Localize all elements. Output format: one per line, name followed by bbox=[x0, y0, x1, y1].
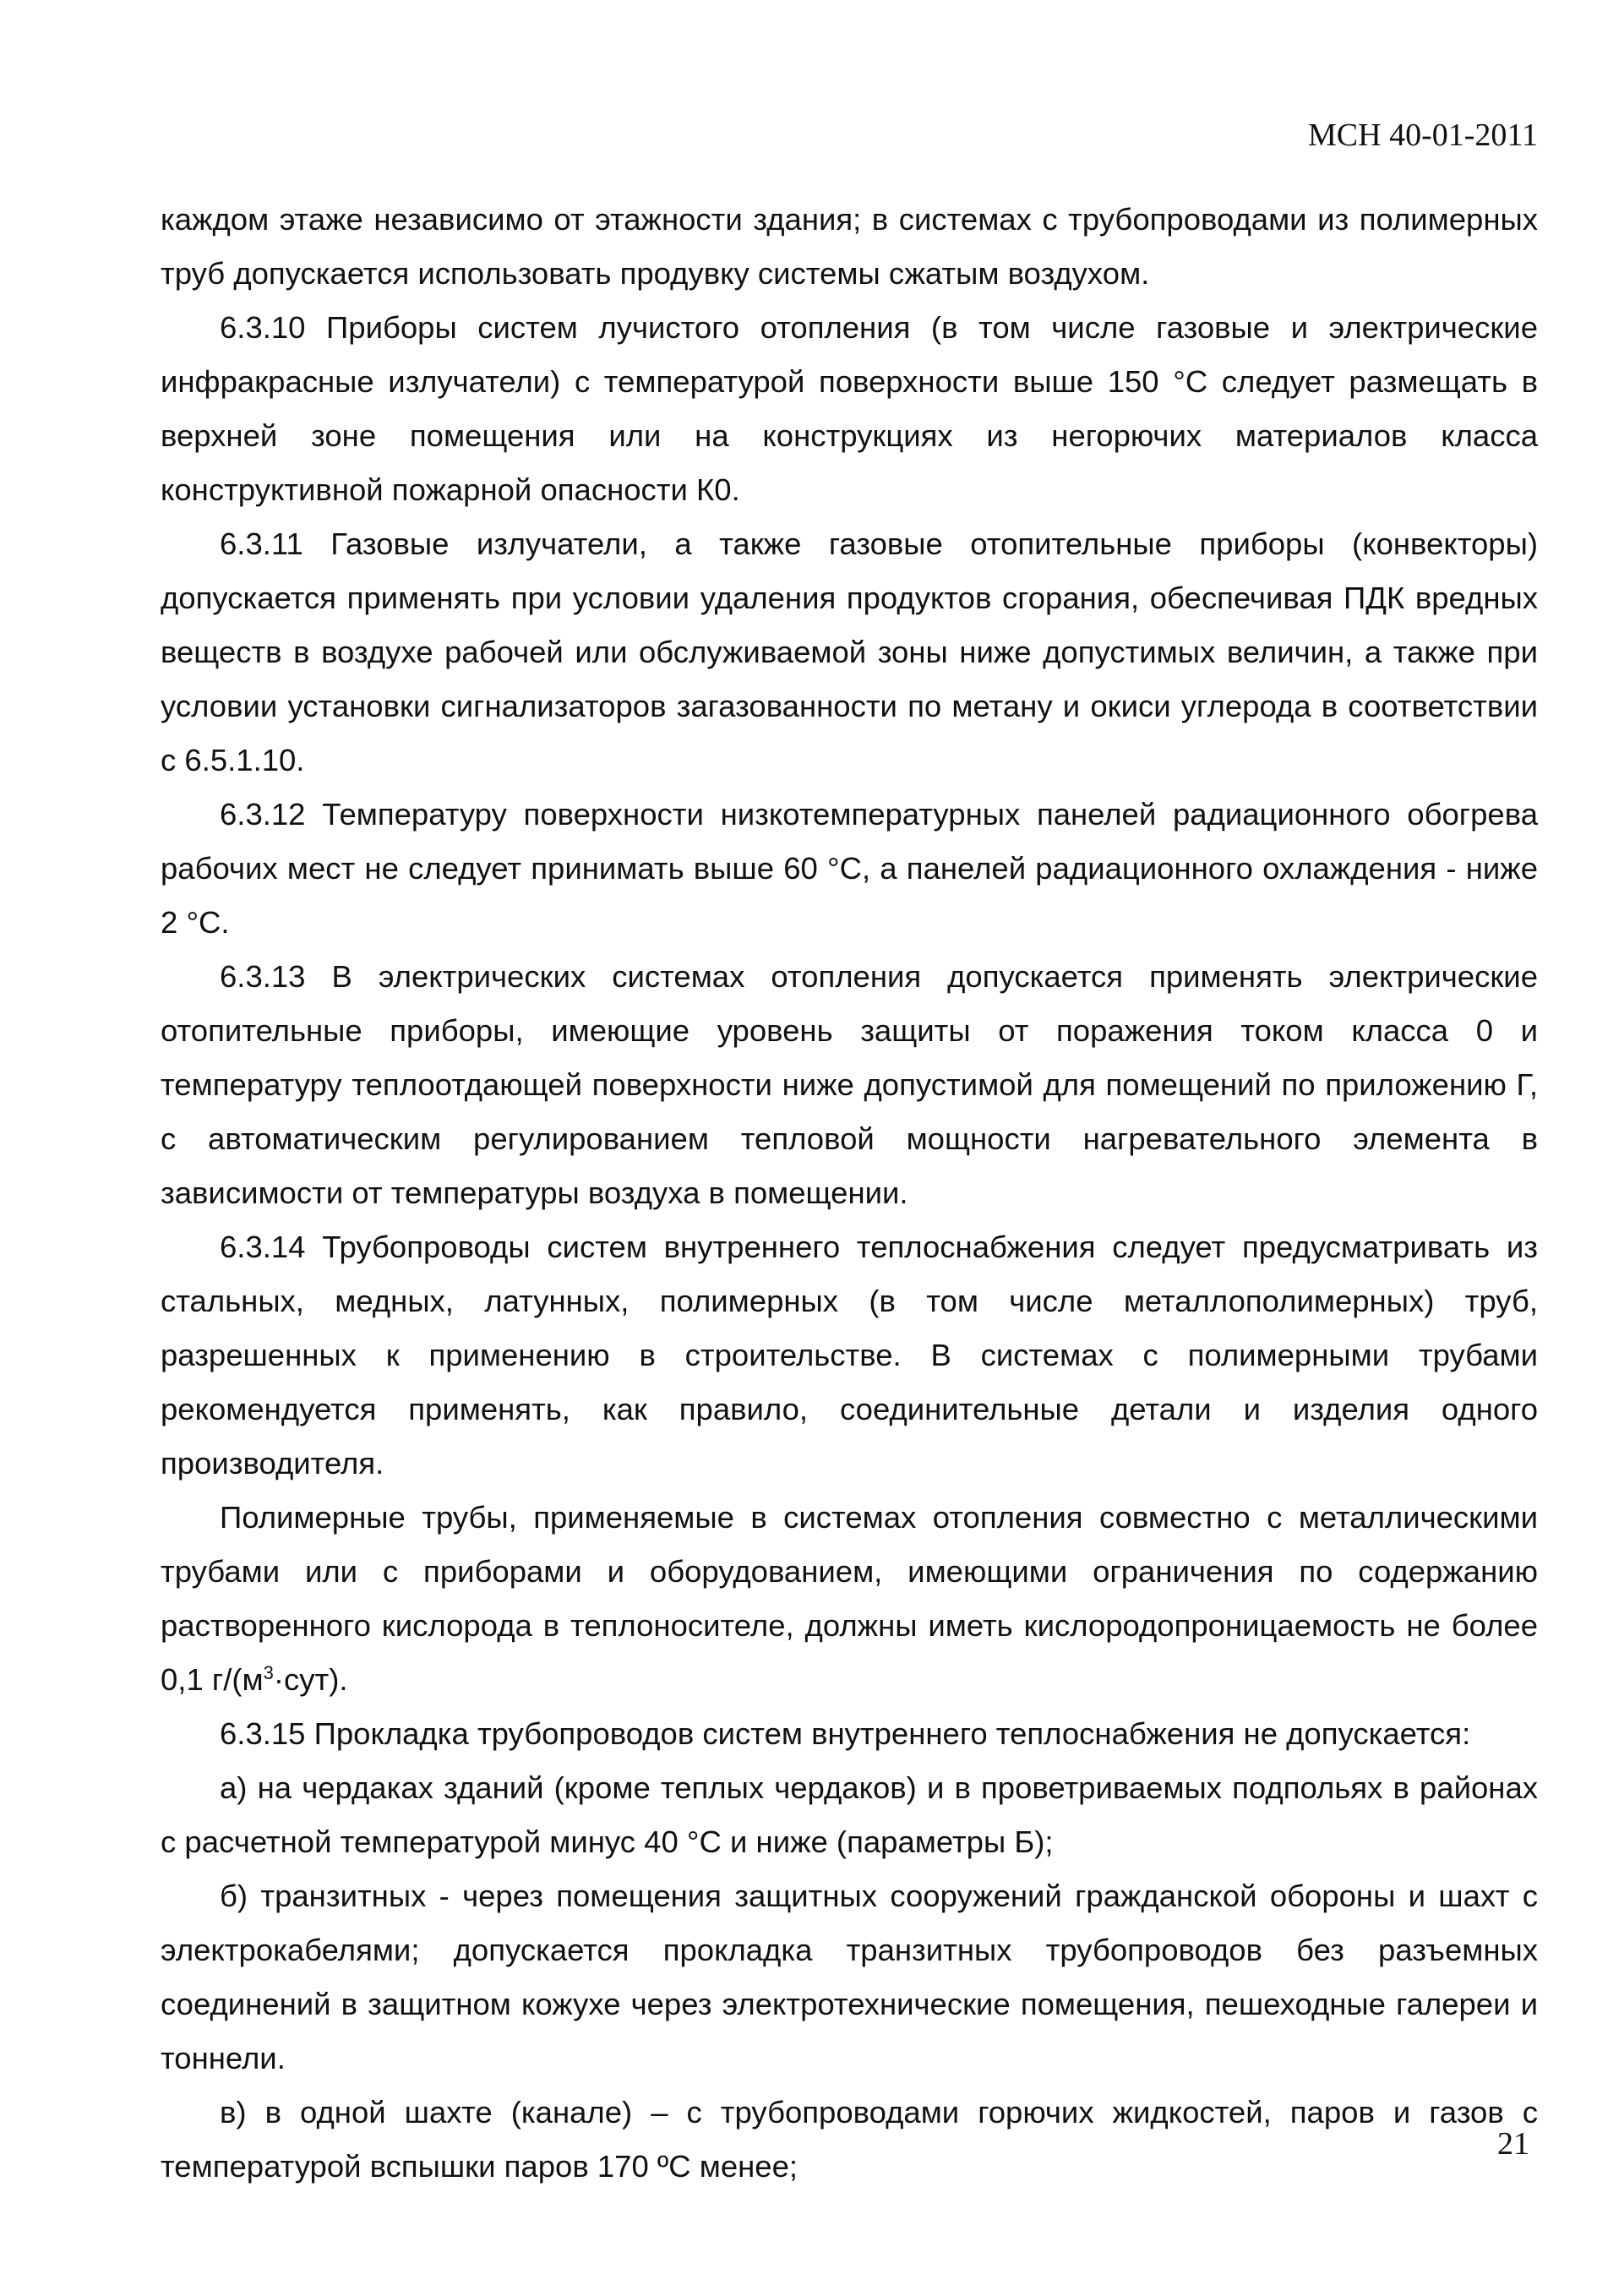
document-body bbox=[161, 193, 1538, 2194]
paragraph-polymer-pipes bbox=[161, 1491, 1538, 1707]
paragraph-polymer-pipes-text: Полимерные трубы, применяемые в системах отопления совместно с металлическими трубами или с приборами и оборудованием, имеющими ограничения по содержанию растворенного кислорода в теплоносителе, должны иметь кислородопроницаемость не более 0,1 г/(м bbox=[161, 1500, 1538, 1697]
superscript-cubed: 3 bbox=[263, 1661, 274, 1683]
document-code-header: МСН 40-01-2011 bbox=[1308, 117, 1538, 153]
paragraph-6-3-10: 6.3.10 Приборы систем лучистого отопления (в том числе газовые и электрические инфракрасные излучатели) с температурой поверхности выше 150 °С следует размещать в верхней зоне помещения или на конструкциях из негорючих материалов класса конструктивной пожарной опасности К0. bbox=[161, 310, 1538, 507]
list-item-v: в) в одной шахте (канале) – с трубопроводами горючих жидкостей, паров и газов с температурой вспышки паров 170 ºС менее; bbox=[161, 2095, 1538, 2184]
paragraph-6-3-15: 6.3.15 Прокладка трубопроводов систем внутреннего теплоснабжения не допускается: bbox=[220, 1716, 1471, 1751]
paragraph-6-3-12: 6.3.12 Температуру поверхности низкотемпературных панелей радиационного обогрева рабочих мест не следует принимать выше 60 °С, а панелей радиационного охлаждения - ниже 2 °С. bbox=[161, 797, 1538, 940]
paragraph-polymer-pipes-tail: ·сут). bbox=[273, 1662, 348, 1697]
list-item-a: а) на чердаках зданий (кроме теплых чердаков) и в проветриваемых подпольях в районах с расчетной температурой минус 40 °С и ниже (параметры Б); bbox=[161, 1770, 1538, 1859]
list-item-b: б) транзитных - через помещения защитных сооружений гражданской обороны и шахт с электрокабелями; допускается прокладка транзитных трубопроводов без разъемных соединений в защитном кожухе через электротехнические помещения, пешеходные галереи и тоннели. bbox=[161, 1879, 1538, 2075]
page-number: 21 bbox=[1497, 2126, 1529, 2162]
paragraph-continuation: каждом этаже независимо от этажности здания; в системах с трубопроводами из полимерных труб допускается использовать продувку системы сжатым воздухом. bbox=[161, 202, 1538, 291]
paragraph-6-3-13: 6.3.13 В электрических системах отопления допускается применять электрические отопительные приборы, имеющие уровень защиты от поражения током класса 0 и температуру теплоотдающей поверхности ниже допустимой для помещений по приложению Г, с автоматическим регулированием тепловой мощности нагревательного элемента в зависимости от температуры воздуха в помещении. bbox=[161, 959, 1538, 1210]
paragraph-6-3-14: 6.3.14 Трубопроводы систем внутреннего теплоснабжения следует предусматривать из стальных, медных, латунных, полимерных (в том числе металлополимерных) труб, разрешенных к применению в строительстве. В системах с полимерными трубами рекомендуется применять, как правило, соединительные детали и изделия одного производителя. bbox=[161, 1230, 1538, 1481]
paragraph-6-3-11: 6.3.11 Газовые излучатели, а также газовые отопительные приборы (конвекторы) допускается применять при условии удаления продуктов сгорания, обеспечивая ПДК вредных веществ в воздухе рабочей или обслуживаемой зоны ниже допустимых величин, а также при условии установки сигнализаторов загазованности по метану и окиси углерода в соответствии с 6.5.1.10. bbox=[161, 526, 1538, 777]
